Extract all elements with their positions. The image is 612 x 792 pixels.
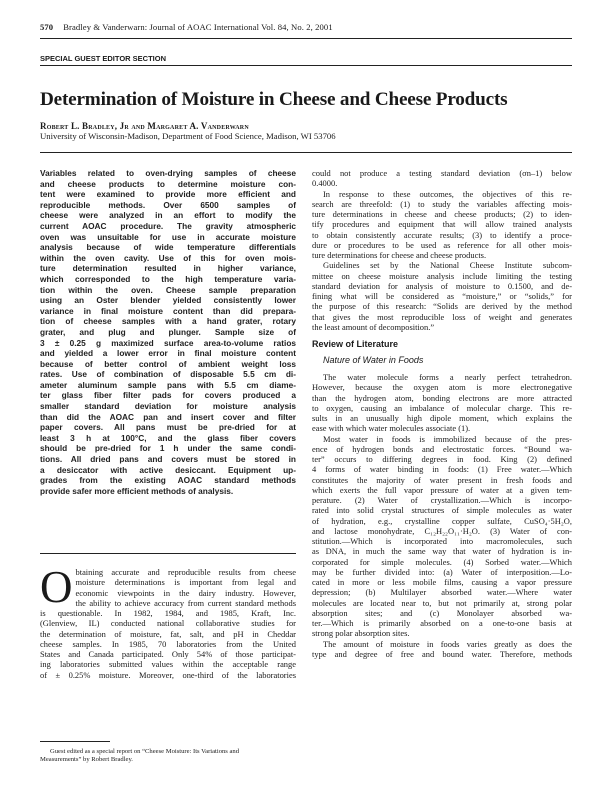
section-heading: Review of Literature [312, 339, 399, 349]
abstract-line: tent were examined to provide more efficient and [40, 189, 296, 200]
intro-line: of ± 0.25% moisture. Moreover, one-third of the laboratories [40, 669, 296, 680]
body-line: The water molecule forms a nearly perfect tetrahedron. [323, 372, 572, 382]
abstract-line: variance in final moisture content than did prepara- [40, 305, 296, 316]
intro-line: ing laboratories submitted values within the acceptable range [40, 659, 296, 670]
abstract-line: reproducible methods. Over 6500 samples of [40, 199, 296, 210]
abstract-line: least 3 h at 100°C, and the glass fiber covers [40, 432, 296, 443]
section-rule [40, 65, 572, 66]
abstract-line: analysis because of wide temperature differentials [40, 242, 296, 253]
body-line: which exerts the full vapor pressure of water at a given tem- [312, 484, 572, 495]
body-line: the least amount of decomposition.” [312, 321, 435, 332]
body-line: ence of hydrogen bonds and electrostatic forces. “Bound wa- [312, 443, 572, 454]
title-rule [40, 152, 572, 153]
abstract-line: within the oven cavity. Use of this for oven mois- [40, 252, 296, 263]
authors: Robert L. Bradley, Jr and Margaret A. Vanderwarn [40, 121, 249, 131]
page-number: 570 [40, 22, 54, 32]
abstract-line: ter glass fiber filter pads for covers produced a [40, 390, 296, 401]
abstract-line: grades from the existing AOAC standard methods [40, 475, 296, 486]
body-line: ease with which water molecules associate (1). [312, 423, 471, 434]
affiliation: University of Wisconsin-Madison, Department of Food Science, Madison, WI 53706 [40, 131, 336, 141]
intro-line: the ability to achieve accuracy from current standard methods [75, 597, 296, 608]
body-line: The amount of moisture in foods varies greatly as does the [323, 638, 572, 649]
abstract-rule [40, 553, 296, 554]
abstract-line: ture determination resulted in higher variance, [40, 263, 296, 274]
body-line: standard deviation for analysis of moisture to 0.1500, and de- [312, 280, 572, 291]
abstract-line: current AOAC procedure. The gravity atmospheric [40, 220, 296, 231]
intro-line: moisture determinations is important from legal and [75, 577, 296, 588]
body-line: that gives the most reproducible loss of weight and generates [312, 311, 572, 322]
body-line: absorption sites; and (c) Monolayer absorbed wa- [312, 607, 572, 618]
abstract-line: tions. All dried pans and covers must be stored in [40, 454, 296, 465]
body-line: the purpose of this research: “Solids are derived by the method [312, 301, 572, 312]
body-line: may be further divided into: (a) Water of interposition.—Lo- [312, 566, 572, 577]
abstract-line: smaller standard deviation for moisture analysis [40, 401, 296, 412]
abstract [40, 168, 296, 496]
abstract-line: should be pre-dried for 1 h under the same condi- [40, 443, 296, 454]
abstract-line: because of better control of ambient weight loss [40, 358, 296, 369]
drop-cap: O [40, 562, 73, 612]
body-line: dure or procedures to be used as reference for all other mois- [312, 239, 572, 250]
abstract-line: provide safer more efficient methods of analysis. [40, 485, 234, 496]
abstract-line: 3 ± 0.25 g maximized surface area-to-volume ratios [40, 337, 296, 348]
intro-line: btaining accurate and reproducible results from cheese [75, 567, 296, 577]
body-line: and lactose monohydrate, C₁₂H₂₂O₁₁·H₂O. (3) Water of con- [312, 525, 572, 536]
intro-line: is questionable. In 1982, 1984, and 1985, Kraft, Inc. [40, 608, 296, 618]
abstract-line: cheese were analyzed in an effort to modify the [40, 210, 296, 221]
body-line: However, because the oxygen atom is more electronegative [312, 382, 572, 393]
abstract-line: grater, and plug and plunger. Sample size of [40, 326, 296, 337]
body-line: molecules are located near to, but not primarily at, strong polar [312, 597, 572, 608]
subsection-heading: Nature of Water in Foods [323, 355, 424, 365]
body-line: sults in an unusually high dipole moment, which explains the [312, 413, 572, 423]
body-line: constitutes the majority of water present in fresh foods and [312, 474, 572, 485]
body-line: Guidelines set by the National Cheese Institute subcom- [323, 260, 572, 271]
body-line: mittee on cheese moisture analysis include limiting the testing [312, 270, 572, 281]
abstract-line: paper covers. All pans must be pre-dried for at [40, 422, 296, 433]
intro-line: (Glenview, IL) conducted national collaborative studies for [40, 618, 296, 629]
body-line: stitution.—Which is incorporated into macromolecules, such [312, 536, 572, 546]
body-line: 0.4000. [312, 178, 338, 189]
right-column [312, 168, 572, 659]
body-line: perature. (2) Water of crystallization.—Which is incorpo- [312, 495, 572, 505]
journal-citation: Bradley & Vanderwarn: Journal of AOAC International Vol. 84, No. 2, 2001 [63, 22, 333, 32]
footnote-rule [40, 741, 110, 742]
header-rule [40, 38, 572, 39]
abstract-line: a desiccator with active desiccant. Equipment up- [40, 464, 296, 475]
body-line: ter” occurs to differing degrees in food. King (2) defined [312, 454, 572, 464]
body-line: to oxygen, causing an imbalance of molecular charge. This re- [312, 402, 572, 413]
abstract-line: tion of cheese samples with a hand grater, rotary [40, 316, 296, 327]
body-line: fining what will be considered as “moisture,” or “solids,” for [312, 291, 572, 301]
body-line: 4 forms of water binding in foods: (1) Free water.—Which [312, 464, 572, 475]
body-line: rated into solid crystal structures of simple molecules as water [312, 505, 572, 516]
body-line: could not produce a testing standard deviation (σn–1) below [312, 168, 572, 178]
footnote-line: Guest edited as a special report on “Cheese Moisture: Its Variations and [50, 748, 240, 755]
abstract-line: tion within the oven. Cheese sample preparation [40, 284, 296, 295]
abstract-line: which corresponded to the high temperature varia- [40, 273, 296, 284]
section-label: SPECIAL GUEST EDITOR SECTION [40, 54, 166, 63]
body-line: search are threefold: (1) to study the variables affecting mois- [312, 198, 572, 209]
body-line: strong polar absorption sites. [312, 628, 410, 639]
intro-line: the determination of moisture, fat, salt, and pH in Cheddar [40, 628, 296, 639]
body-line: Most water in foods is immobilized because of the pres- [323, 433, 572, 444]
footnote-line: Measurements” by Robert Bradley. [40, 756, 133, 764]
abstract-line: Variables related to oven-drying samples of cheese [40, 168, 296, 178]
footnote [40, 748, 296, 765]
article-title: Determination of Moisture in Cheese and Cheese Products [40, 89, 508, 110]
body-line: as DNA, in much the same way that water of hydration is in- [312, 546, 572, 557]
body-line: depression; (b) Multilayer absorbed water.—Where water [312, 587, 572, 598]
intro-line: economic viewpoints in the dairy industry. However, [75, 587, 296, 598]
body-line: corporated for simple molecules. (4) Sorbed water.—Which [312, 556, 572, 567]
abstract-line: oven was unsuitable for use in accurate moisture [40, 231, 296, 242]
abstract-line: using an Oster blender yielded consistently lower [40, 295, 296, 306]
abstract-line: rates. Use of combination of disposable 5.5 cm di- [40, 369, 296, 380]
body-line: In response to these outcomes, the objectives of this re- [323, 188, 572, 199]
abstract-line: and yielded a lower error in final moisture content [40, 348, 296, 359]
intro-line: States and Canada participated. Only 54% of those participat- [40, 649, 296, 659]
body-line: ture determinations for cheese and cheese products. [312, 250, 487, 260]
body-line: type and degree of free and bound water. Therefore, methods [312, 648, 572, 659]
body-line: cated in more or less mobile films, causing a vapor pressure [312, 577, 572, 587]
introduction [40, 562, 296, 680]
abstract-line: ameter aluminum sample pans with 5.5 cm diame- [40, 379, 296, 390]
body-line: to obtain consistently accurate results; (3) to identify a proce- [312, 229, 572, 240]
abstract-line: than did the AOAC pan and insert cover and filter [40, 411, 296, 422]
running-head [40, 22, 333, 32]
body-line: ter.—Which is primarily absorbed on a one-to-one basis at [312, 618, 572, 628]
abstract-line: and cheese products to determine moisture con- [40, 178, 296, 189]
intro-line: cheese samples. In 1985, 70 laboratories from the United [40, 638, 296, 649]
body-line: tify procedures and equipment that will allow trained analysts [312, 219, 572, 230]
body-line: of hydration, e.g., crystalline copper sulfate, CuSO₄·5H₂O, [312, 515, 572, 526]
body-line: than the hydrogen atom, bonding electrons are more attracted [312, 392, 572, 403]
body-line: ture determinations in cheese and cheese products; (2) to iden- [312, 209, 572, 219]
